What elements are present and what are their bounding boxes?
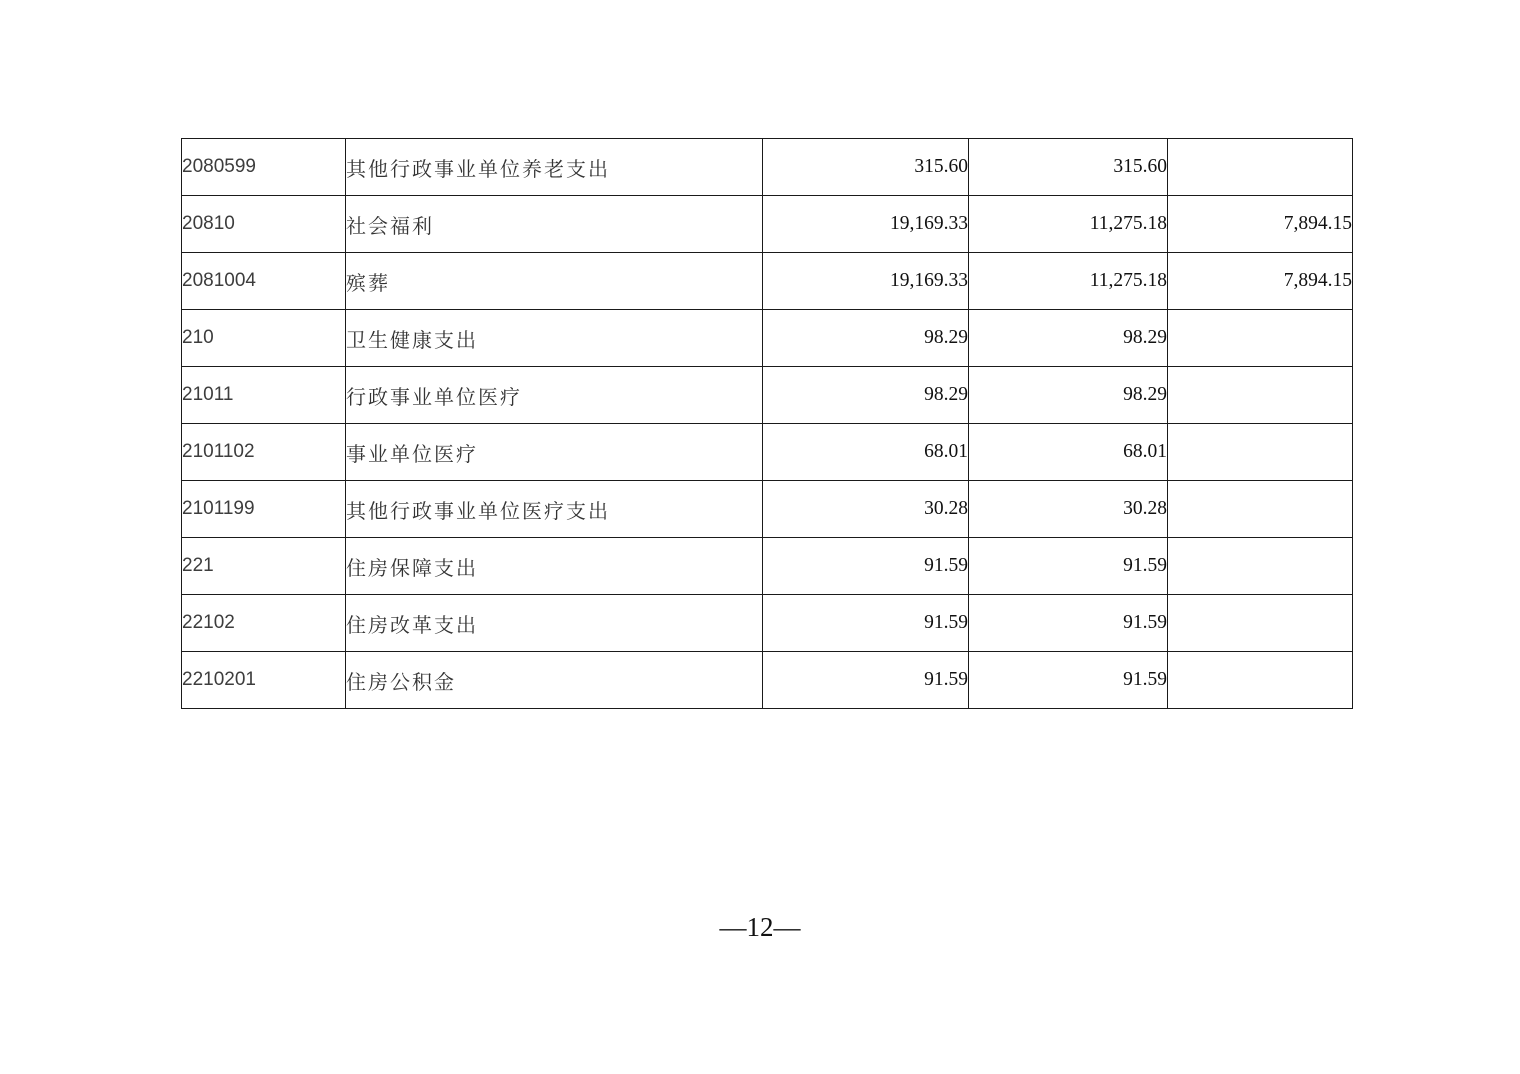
amount-cell bbox=[763, 424, 969, 481]
amount-cell bbox=[969, 538, 1168, 595]
amount-cell bbox=[1168, 652, 1353, 709]
amount-cell bbox=[969, 253, 1168, 310]
amount-cell bbox=[763, 139, 969, 196]
amount-cell bbox=[1168, 139, 1353, 196]
amount-value: 98.29 bbox=[924, 327, 968, 348]
amount-value: 91.59 bbox=[1123, 612, 1167, 633]
budget-subject-name: 住房公积金 bbox=[346, 671, 456, 694]
budget-code-cell bbox=[182, 310, 346, 367]
amount-value: 98.29 bbox=[1123, 384, 1167, 405]
table-row bbox=[182, 595, 1353, 652]
page-number: —12— bbox=[719, 912, 801, 942]
amount-value: 315.60 bbox=[1113, 156, 1167, 177]
budget-code: 221 bbox=[182, 555, 214, 576]
budget-subject-name: 行政事业单位医疗 bbox=[346, 386, 522, 409]
budget-code-cell bbox=[182, 367, 346, 424]
amount-value: 98.29 bbox=[1123, 327, 1167, 348]
amount-value: 91.59 bbox=[924, 555, 968, 576]
amount-cell bbox=[969, 367, 1168, 424]
budget-table-body bbox=[182, 139, 1353, 709]
amount-value: 91.59 bbox=[1123, 669, 1167, 690]
budget-code-cell bbox=[182, 424, 346, 481]
amount-cell bbox=[763, 652, 969, 709]
budget-subject-name: 住房保障支出 bbox=[346, 557, 478, 580]
budget-code-cell bbox=[182, 652, 346, 709]
amount-cell bbox=[969, 196, 1168, 253]
amount-cell bbox=[763, 253, 969, 310]
amount-cell bbox=[969, 310, 1168, 367]
budget-subject-cell bbox=[346, 367, 763, 424]
budget-code-cell bbox=[182, 196, 346, 253]
budget-subject-name: 住房改革支出 bbox=[346, 614, 478, 637]
amount-value: 315.60 bbox=[914, 156, 968, 177]
amount-value: 91.59 bbox=[924, 612, 968, 633]
budget-code: 2101102 bbox=[182, 441, 255, 462]
amount-cell bbox=[1168, 481, 1353, 538]
table-row bbox=[182, 196, 1353, 253]
budget-subject-cell bbox=[346, 595, 763, 652]
budget-code: 22102 bbox=[182, 612, 235, 633]
amount-value: 19,169.33 bbox=[890, 270, 968, 291]
budget-subject-name: 其他行政事业单位养老支出 bbox=[346, 158, 610, 181]
budget-subject-name: 其他行政事业单位医疗支出 bbox=[346, 500, 610, 523]
table-row bbox=[182, 424, 1353, 481]
amount-value: 11,275.18 bbox=[1089, 270, 1167, 291]
budget-code-cell bbox=[182, 481, 346, 538]
amount-value: 30.28 bbox=[1123, 498, 1167, 519]
amount-value: 68.01 bbox=[924, 441, 968, 462]
amount-cell bbox=[1168, 310, 1353, 367]
table-row bbox=[182, 253, 1353, 310]
amount-cell bbox=[969, 139, 1168, 196]
amount-value: 7,894.15 bbox=[1283, 270, 1352, 291]
budget-subject-cell bbox=[346, 424, 763, 481]
amount-cell bbox=[1168, 253, 1353, 310]
amount-cell bbox=[763, 310, 969, 367]
budget-code-cell bbox=[182, 538, 346, 595]
budget-subject-name: 事业单位医疗 bbox=[346, 443, 478, 466]
amount-cell bbox=[763, 196, 969, 253]
amount-cell bbox=[969, 652, 1168, 709]
amount-cell bbox=[763, 367, 969, 424]
budget-code: 210 bbox=[182, 327, 214, 348]
budget-code: 2080599 bbox=[182, 156, 256, 177]
budget-subject-name: 卫生健康支出 bbox=[346, 329, 478, 352]
amount-cell bbox=[969, 595, 1168, 652]
budget-code-cell bbox=[182, 595, 346, 652]
amount-value: 91.59 bbox=[924, 669, 968, 690]
amount-value: 11,275.18 bbox=[1089, 213, 1167, 234]
budget-subject-cell bbox=[346, 481, 763, 538]
amount-cell bbox=[1168, 367, 1353, 424]
table-row bbox=[182, 481, 1353, 538]
budget-code: 2081004 bbox=[182, 270, 256, 291]
budget-code: 2101199 bbox=[182, 498, 255, 519]
budget-code: 2210201 bbox=[182, 669, 256, 690]
amount-cell bbox=[1168, 196, 1353, 253]
amount-cell bbox=[763, 481, 969, 538]
amount-cell bbox=[969, 424, 1168, 481]
table-row bbox=[182, 538, 1353, 595]
amount-value: 19,169.33 bbox=[890, 213, 968, 234]
budget-code-cell bbox=[182, 253, 346, 310]
budget-subject-name: 社会福利 bbox=[346, 215, 434, 238]
amount-value: 7,894.15 bbox=[1283, 213, 1352, 234]
budget-subject-cell bbox=[346, 652, 763, 709]
budget-code: 20810 bbox=[182, 213, 235, 234]
budget-subject-cell bbox=[346, 196, 763, 253]
budget-subject-cell bbox=[346, 253, 763, 310]
amount-value: 91.59 bbox=[1123, 555, 1167, 576]
budget-subject-name: 殡葬 bbox=[346, 272, 390, 295]
amount-cell bbox=[1168, 424, 1353, 481]
amount-value: 98.29 bbox=[924, 384, 968, 405]
amount-cell bbox=[763, 538, 969, 595]
budget-table bbox=[181, 138, 1353, 709]
budget-code: 21011 bbox=[182, 384, 234, 405]
table-row bbox=[182, 310, 1353, 367]
table-row bbox=[182, 139, 1353, 196]
amount-value: 30.28 bbox=[924, 498, 968, 519]
amount-cell bbox=[1168, 595, 1353, 652]
table-row bbox=[182, 367, 1353, 424]
budget-code-cell bbox=[182, 139, 346, 196]
amount-value: 68.01 bbox=[1123, 441, 1167, 462]
amount-cell bbox=[1168, 538, 1353, 595]
amount-cell bbox=[969, 481, 1168, 538]
budget-subject-cell bbox=[346, 310, 763, 367]
budget-subject-cell bbox=[346, 139, 763, 196]
amount-cell bbox=[763, 595, 969, 652]
table-row bbox=[182, 652, 1353, 709]
budget-subject-cell bbox=[346, 538, 763, 595]
